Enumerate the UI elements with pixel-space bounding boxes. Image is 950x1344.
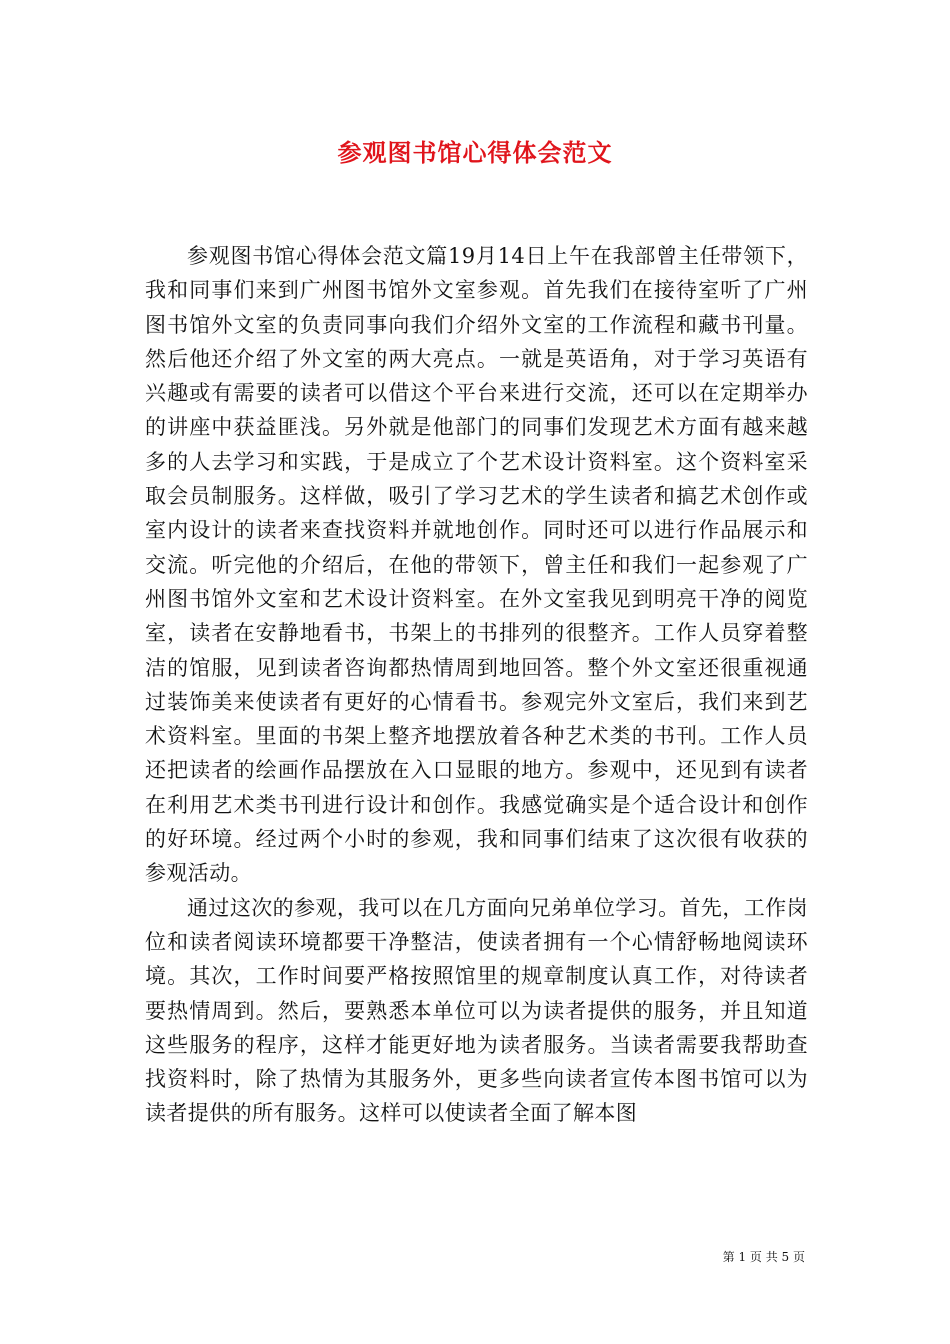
page-number: 第 1 页 共 5 页 [722,1250,805,1264]
paragraph-1: 参观图书馆心得体会范文篇19月14日上午在我部曾主任带领下，我和同事们来到广州图书馆外文室参观。首先我们在接待室听了广州图书馆外文室的负责同事向我们介绍外文室的工作流程和藏书刊量。然后他还介绍了外文室的两大亮点。一就是英语角，对于学习英语有兴趣或有需要的读者可以借这个平台来进行交流，还可以在定期举办的讲座中获益匪浅。另外就是他部门的同事们发现艺术方面有越来越多的人去学习和实践，于是成立了个艺术设计资料室。这个资料室采取会员制服务。这样做，吸引了学习艺术的学生读者和搞艺术创作或室内设计的读者来查找资料并就地创作。同时还可以进行作品展示和交流。听完他的介绍后，在他的带领下，曾主任和我们一起参观了广州图书馆外文室和艺术设计资料室。在外文室我见到明亮干净的阅览室，读者在安静地看书，书架上的书排列的很整齐。工作人员穿着整洁的馆服，见到读者咨询都热情周到地回答。整个外文室还很重视通过装饰美来使读者有更好的心情看书。参观完外文室后，我们来到艺术资料室。里面的书架上整齐地摆放着各种艺术类的书刊。工作人员还把读者的绘画作品摆放在入口显眼的地方。参观中，还见到有读者在利用艺术类书刊进行设计和创作。我感觉确实是个适合设计和创作的好环境。经过两个小时的参观，我和同事们结束了这次很有收获的参观活动。 [145,244,808,886]
document-title: 参观图书馆心得体会范文 [337,138,613,167]
document-body [145,239,808,1131]
paragraph-2: 通过这次的参观，我可以在几方面向兄弟单位学习。首先，工作岗位和读者阅读环境都要干净整洁，使读者拥有一个心情舒畅地阅读环境。其次，工作时间要严格按照馆里的规章制度认真工作，对待读者要热情周到。然后，要熟悉本单位可以为读者提供的服务，并且知道这些服务的程序，这样才能更好地为读者服务。当读者需要我帮助查找资料时，除了热情为其服务外，更多些向读者宣传本图书馆可以为读者提供的所有服务。这样可以使读者全面了解本图 [145,895,808,1126]
